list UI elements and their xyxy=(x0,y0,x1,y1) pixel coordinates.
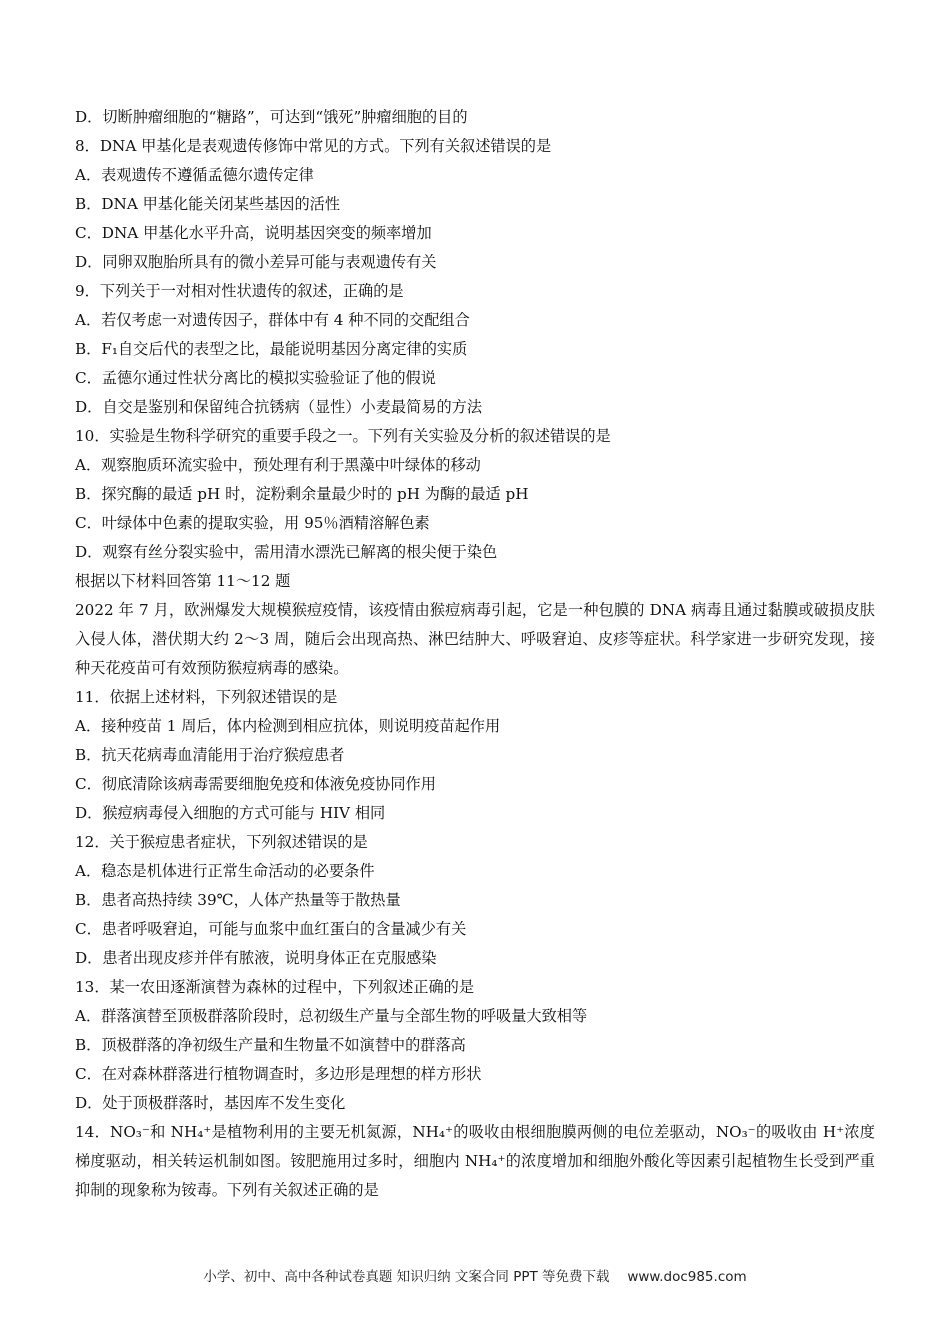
question-10-option-b: B．探究酶的最适 pH 时，淀粉剩余量最少时的 pH 为酶的最适 pH xyxy=(75,485,529,503)
question-9-stem: 9．下列关于一对相对性状遗传的叙述，正确的是 xyxy=(75,282,404,300)
question-13-option-d: D．处于顶极群落时，基因库不发生变化 xyxy=(75,1094,346,1112)
question-12-option-c: C．患者呼吸窘迫，可能与血浆中血红蛋白的含量减少有关 xyxy=(75,920,467,938)
question-12-stem: 12．关于猴痘患者症状，下列叙述错误的是 xyxy=(75,833,368,851)
question-13-stem: 13．某一农田逐渐演替为森林的过程中，下列叙述正确的是 xyxy=(75,978,475,996)
question-9-option-b: B．F₁自交后代的表型之比，最能说明基因分离定律的实质 xyxy=(75,340,468,358)
question-10-stem: 10．实验是生物科学研究的重要手段之一。下列有关实验及分析的叙述错误的是 xyxy=(75,427,611,445)
page-footer: 小学、初中、高中各种试卷真题 知识归纳 文案合同 PPT 等免费下载 www.doc985.com xyxy=(203,1269,747,1285)
question-11-option-d: D．猴痘病毒侵入细胞的方式可能与 HIV 相同 xyxy=(75,804,386,822)
question-12-option-b: B．患者高热持续 39℃，人体产热量等于散热量 xyxy=(75,891,401,909)
material-intro: 根据以下材料回答第 11～12 题 xyxy=(75,572,291,590)
text-line: D．切断肿瘤细胞的“糖路”，可达到“饿死”肿瘤细胞的目的 xyxy=(75,108,468,126)
question-12-option-d: D．患者出现皮疹并伴有脓液，说明身体正在克服感染 xyxy=(75,949,437,967)
question-10-option-d: D．观察有丝分裂实验中，需用清水漂洗已解离的根尖便于染色 xyxy=(75,543,498,561)
question-10-option-c: C．叶绿体中色素的提取实验，用 95％酒精溶解色素 xyxy=(75,514,430,532)
question-11-stem: 11．依据上述材料，下列叙述错误的是 xyxy=(75,688,338,706)
page-content xyxy=(75,103,875,1205)
question-13-option-c: C．在对森林群落进行植物调查时，多边形是理想的样方形状 xyxy=(75,1065,482,1083)
question-9-option-d: D．自交是鉴别和保留纯合抗锈病（显性）小麦最简易的方法 xyxy=(75,398,483,416)
question-8-option-b: B．DNA 甲基化能关闭某些基因的活性 xyxy=(75,195,341,213)
question-8-option-c: C．DNA 甲基化水平升高，说明基因突变的频率增加 xyxy=(75,224,432,242)
question-8-option-a: A．表观遗传不遵循孟德尔遗传定律 xyxy=(75,166,314,184)
question-13-option-b: B．顶极群落的净初级生产量和生物量不如演替中的群落高 xyxy=(75,1036,466,1054)
question-10-option-a: A．观察胞质环流实验中，预处理有利于黑藻中叶绿体的移动 xyxy=(75,456,481,474)
question-11-option-b: B．抗天花病毒血清能用于治疗猴痘患者 xyxy=(75,746,345,764)
question-12-option-a: A．稳态是机体进行正常生命活动的必要条件 xyxy=(75,862,375,880)
question-8-option-d: D．同卵双胞胎所具有的微小差异可能与表观遗传有关 xyxy=(75,253,437,271)
question-14-stem: 14．NO₃⁻和 NH₄⁺是植物利用的主要无机氮源，NH₄⁺的吸收由根细胞膜两侧的电位差驱动，NO₃⁻的吸收由 H⁺浓度梯度驱动，相关转运机制如图。铵肥施用过多时，细胞内 NH₄⁺的浓度增加和细胞外酸化等因素引起植物生长受到严重抑制的现象称为铵毒。下列有关叙述正确的是 xyxy=(75,1123,875,1199)
question-9-option-c: C．孟德尔通过性状分离比的模拟实验验证了他的假说 xyxy=(75,369,436,387)
question-11-option-c: C．彻底清除该病毒需要细胞免疫和体液免疫协同作用 xyxy=(75,775,436,793)
question-9-option-a: A．若仅考虑一对遗传因子，群体中有 4 种不同的交配组合 xyxy=(75,311,470,329)
material-paragraph: 2022 年 7 月，欧洲爆发大规模猴痘疫情，该疫情由猴痘病毒引起，它是一种包膜的 DNA 病毒且通过黏膜或破损皮肤入侵人体，潜伏期大约 2～3 周，随后会出现高热、淋巴结肿大、呼吸窘迫、皮疹等症状。科学家进一步研究发现，接种天花疫苗可有效预防猴痘病毒的感染。 xyxy=(75,601,875,677)
question-11-option-a: A．接种疫苗 1 周后，体内检测到相应抗体，则说明疫苗起作用 xyxy=(75,717,501,735)
question-8-stem: 8．DNA 甲基化是表观遗传修饰中常见的方式。下列有关叙述错误的是 xyxy=(75,137,552,155)
question-13-option-a: A．群落演替至顶极群落阶段时，总初级生产量与全部生物的呼吸量大致相等 xyxy=(75,1007,588,1025)
